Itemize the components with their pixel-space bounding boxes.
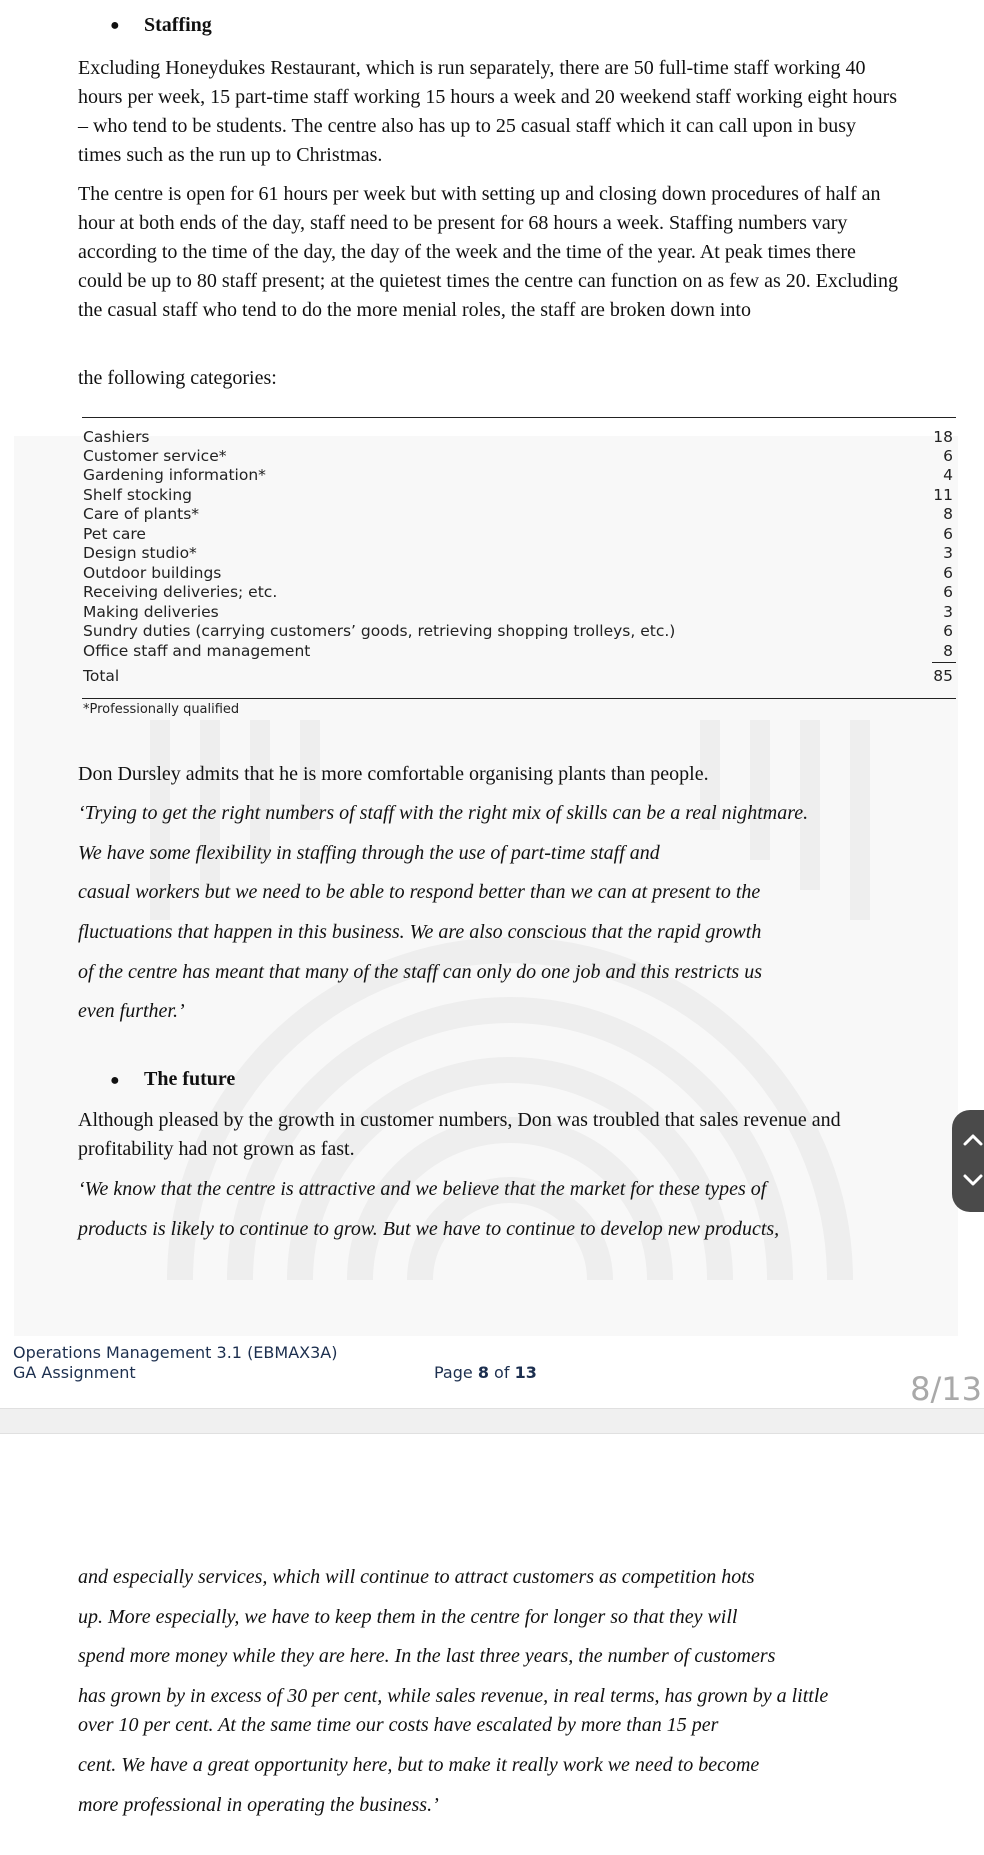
table-row [82,642,956,661]
row-value: 6 [943,564,953,582]
footer-page-number [434,1363,537,1382]
bullet-icon: ● [110,17,120,34]
row-value: 11 [933,486,953,504]
row-value: 6 [943,525,953,543]
row-value: 6 [943,583,953,601]
row-value: 6 [943,447,953,465]
staffing-paragraph-1: Excluding Honeydukes Restaurant, which is run separately, there are 50 full-time staff working 40 hours per week, 15 part-time staff working 15 hours a week and 20 weekend staff working eight hours – who tend to be students. The centre also has up to 25 casual staff which it can call upon in busy times such as the run up to Christmas. [78,57,898,166]
next-page-line: cent. We have a great opportunity here, but to make it really work we need to become [78,1754,760,1776]
staffing-paragraph-3: the following categories: [78,367,277,389]
row-label: Making deliveries [83,603,219,621]
page-nav-pill [952,1110,984,1212]
row-label: Receiving deliveries; etc. [83,583,278,601]
section-heading-future: The future [144,1068,236,1090]
quote-line: of the centre has meant that many of the staff can only do one job and this restricts us [78,961,762,983]
row-label: Gardening information* [83,466,266,484]
next-page-line: more professional in operating the business.’ [78,1794,439,1816]
row-value: 3 [943,544,953,562]
row-label: Care of plants* [83,505,200,523]
chevron-down-icon[interactable] [959,1166,984,1194]
page-divider [0,1408,984,1434]
table-row [82,428,956,447]
row-value: 6 [943,622,953,640]
row-value: 3 [943,603,953,621]
quote-line: casual workers but we need to be able to respond better than we can at present to the [78,881,761,903]
footer-course: Operations Management 3.1 (EBMAX3A) [13,1343,338,1362]
table-row [82,544,956,563]
row-value: 18 [933,428,953,446]
page-current: 8 [477,1363,489,1382]
table-row [82,486,956,505]
bullet-icon: ● [110,1072,120,1089]
next-page-line: and especially services, which will continue to attract customers as competition hots [78,1566,755,1588]
row-label: Shelf stocking [83,486,192,504]
table-row [82,466,956,485]
row-value: 4 [943,466,953,484]
quote-line: products is likely to continue to grow. But we have to continue to develop new products, [78,1218,780,1240]
row-value: 8 [943,642,953,660]
chevron-up-icon[interactable] [959,1126,984,1154]
page-counter: 8/13 [910,1370,982,1408]
section-heading-staffing: Staffing [144,14,212,36]
table-row [82,603,956,622]
page-total: 13 [514,1363,537,1382]
row-label: Sundry duties (carrying customers’ goods, retrieving shopping trolleys, etc.) [83,622,676,640]
table-top-rule [82,417,956,418]
staffing-paragraph-2: The centre is open for 61 hours per week but with setting up and closing down procedures of half an hour at both ends of the day, staff need to be present for 68 hours a week. Staffing numbers vary according to the time of the day, the day of the week and the time of the year. At peak times there could be up to 80 staff present; at the quietest times the centre can function on as few as 20. Excluding the casual staff who tend to do the more menial roles, the staff are broken down into [78,183,898,321]
quote-line: even further.’ [78,1000,185,1022]
row-label: Outdoor buildings [83,564,222,582]
table-row [82,622,956,641]
row-label: Office staff and management [83,642,311,660]
total-value: 85 [933,667,953,685]
table-footnote: *Professionally qualified [83,702,240,717]
table-row [82,505,956,524]
next-page-line: has grown by in excess of 30 per cent, while sales revenue, in real terms, has grown by a little [78,1685,829,1707]
quote-line: ‘We know that the centre is attractive and we believe that the market for these types of [78,1178,767,1200]
future-paragraph-1: Although pleased by the growth in customer numbers, Don was troubled that sales revenue and profitability had not grown as fast. [78,1109,841,1160]
table-row [82,583,956,602]
table-total-row [82,667,956,686]
total-rule [932,662,956,663]
table-row [82,525,956,544]
table-row [82,564,956,583]
next-page-line: spend more money while they are here. In the last three years, the number of customers [78,1645,776,1667]
row-label: Pet care [83,525,146,543]
quote-intro: Don Dursley admits that he is more comfortable organising plants than people. [78,763,709,785]
next-page-line: up. More especially, we have to keep them in the centre for longer so that they will [78,1606,738,1628]
quote-line: We have some flexibility in staffing through the use of part-time staff and [78,842,660,864]
table-row [82,447,956,466]
table-bottom-rule [82,698,956,699]
row-label: Design studio* [83,544,197,562]
footer-assignment: GA Assignment [13,1363,136,1382]
page-of: of [488,1363,515,1382]
row-value: 8 [943,505,953,523]
row-label: Cashiers [83,428,150,446]
page-prefix: Page [434,1363,478,1382]
row-label: Customer service* [83,447,227,465]
quote-line: fluctuations that happen in this business. We are also conscious that the rapid growth [78,921,762,943]
total-label: Total [83,667,120,685]
quote-line: ‘Trying to get the right numbers of staff with the right mix of skills can be a real nightmare. [78,802,809,824]
next-page-line: over 10 per cent. At the same time our costs have escalated by more than 15 per [78,1714,719,1736]
